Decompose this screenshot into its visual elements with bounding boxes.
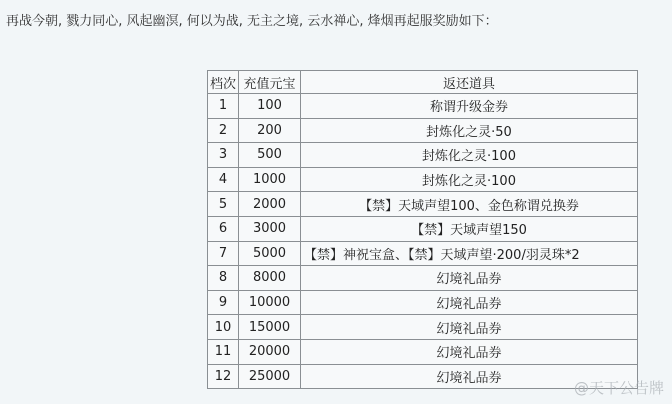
amount-cell: 25000 xyxy=(239,364,301,389)
amount-cell: 500 xyxy=(239,143,301,168)
tier-cell: 4 xyxy=(208,167,239,192)
item-cell: 【禁】神祝宝盒、【禁】天域声望·200/羽灵珠*2 xyxy=(301,241,638,266)
item-cell: 幻境礼品券 xyxy=(301,364,638,389)
amount-cell: 15000 xyxy=(239,315,301,340)
item-cell: 封炼化之灵·100 xyxy=(301,167,638,192)
amount-cell: 1000 xyxy=(239,167,301,192)
item-cell: 幻境礼品券 xyxy=(301,266,638,291)
amount-cell: 200 xyxy=(239,118,301,143)
header-item: 返还道具 xyxy=(301,71,638,94)
rewards-table xyxy=(207,70,638,389)
tier-cell: 1 xyxy=(208,94,239,119)
table-row xyxy=(208,94,638,119)
tier-cell: 2 xyxy=(208,118,239,143)
amount-cell: 3000 xyxy=(239,216,301,241)
table-header-row xyxy=(208,71,638,94)
tier-cell: 8 xyxy=(208,266,239,291)
tier-cell: 11 xyxy=(208,339,239,364)
amount-cell: 5000 xyxy=(239,241,301,266)
table-row xyxy=(208,315,638,340)
tier-cell: 5 xyxy=(208,192,239,217)
table-row xyxy=(208,167,638,192)
amount-cell: 10000 xyxy=(239,290,301,315)
header-tier: 档次 xyxy=(208,71,239,94)
item-cell: 【禁】天域声望100、金色称谓兑换券 xyxy=(301,192,638,217)
table-row xyxy=(208,192,638,217)
amount-cell: 20000 xyxy=(239,339,301,364)
item-cell: 封炼化之灵·50 xyxy=(301,118,638,143)
header-amount: 充值元宝 xyxy=(239,71,301,94)
table-row xyxy=(208,290,638,315)
item-cell: 称谓升级金券 xyxy=(301,94,638,119)
amount-cell: 8000 xyxy=(239,266,301,291)
table-row xyxy=(208,143,638,168)
amount-cell: 2000 xyxy=(239,192,301,217)
table-row xyxy=(208,266,638,291)
table-row xyxy=(208,216,638,241)
item-cell: 幻境礼品券 xyxy=(301,339,638,364)
tier-cell: 7 xyxy=(208,241,239,266)
table-row xyxy=(208,241,638,266)
tier-cell: 6 xyxy=(208,216,239,241)
item-cell: 幻境礼品券 xyxy=(301,315,638,340)
intro-text: 再战今朝, 戮力同心, 风起幽溟, 何以为战, 无主之境, 云水禅心, 烽烟再起服奖励如下： xyxy=(6,14,498,29)
tier-cell: 10 xyxy=(208,315,239,340)
table-row xyxy=(208,339,638,364)
item-cell: 幻境礼品券 xyxy=(301,290,638,315)
item-cell: 【禁】天域声望150 xyxy=(301,216,638,241)
item-cell: 封炼化之灵·100 xyxy=(301,143,638,168)
amount-cell: 100 xyxy=(239,94,301,119)
tier-cell: 9 xyxy=(208,290,239,315)
watermark: @天下公告牌 xyxy=(573,379,664,397)
table-row xyxy=(208,118,638,143)
tier-cell: 12 xyxy=(208,364,239,389)
tier-cell: 3 xyxy=(208,143,239,168)
